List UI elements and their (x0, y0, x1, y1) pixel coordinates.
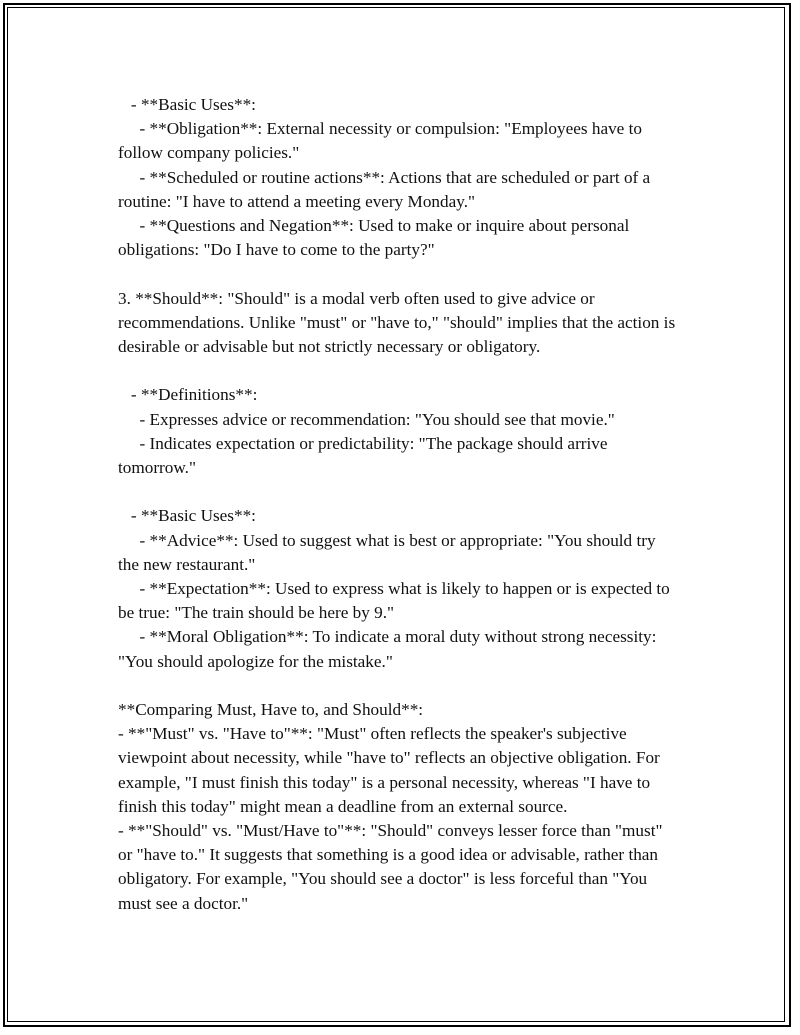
paragraph: - **Advice**: Used to suggest what is best or appropriate: "You should try the new restaurant." (118, 530, 660, 574)
paragraph: - **Basic Uses**: (118, 95, 256, 114)
paragraph-gap (118, 262, 678, 286)
paragraph: - **Questions and Negation**: Used to make or inquire about personal obligations: "Do I have to come to the party?" (118, 216, 634, 260)
paragraph: 3. **Should**: "Should" is a modal verb often used to give advice or recommendations. Unlike "must" or "have to," "should" implies that the action is desirable or advisable but not strictly necessary or obligatory. (118, 288, 680, 357)
paragraph-gap (118, 674, 678, 698)
paragraph: - **Expectation**: Used to express what is likely to happen or is expected to be true: "The train should be here by 9." (118, 579, 675, 623)
paragraph: - **Obligation**: External necessity or compulsion: "Employees have to follow company policies." (118, 119, 647, 163)
paragraph: - **Moral Obligation**: To indicate a moral duty without strong necessity: "You should apologize for the mistake." (118, 627, 661, 671)
paragraph-gap (118, 480, 678, 504)
paragraph: **Comparing Must, Have to, and Should**: (118, 700, 424, 720)
paragraph: - **Definitions**: (118, 385, 258, 405)
paragraph: - **"Should" vs. "Must/Have to"**: "Should" conveys lesser force than "must" or "have to." It suggests that something is a good idea or advisable, rather than obligatory. For example, "You should see a doctor" is less forceful than "You must see a doctor." (118, 821, 667, 913)
paragraph: - **"Must" vs. "Have to"**: "Must" often reflects the speaker's subjective viewpoint about necessity, while "have to" reflects an objective obligation. For example, "I must finish this today" is a personal necessity, whereas "I have to finish this today" might mean a deadline from an external source. (118, 724, 665, 816)
paragraph: - Expresses advice or recommendation: "You should see that movie." (118, 409, 615, 429)
paragraph: - **Scheduled or routine actions**: Actions that are scheduled or part of a routine: "I have to attend a meeting every Monday." (118, 167, 655, 211)
paragraph: - **Basic Uses**: (118, 506, 256, 526)
paragraph: - Indicates expectation or predictability: "The package should arrive tomorrow." (118, 433, 612, 478)
document-body (118, 93, 678, 916)
paragraph-gap (118, 359, 678, 383)
